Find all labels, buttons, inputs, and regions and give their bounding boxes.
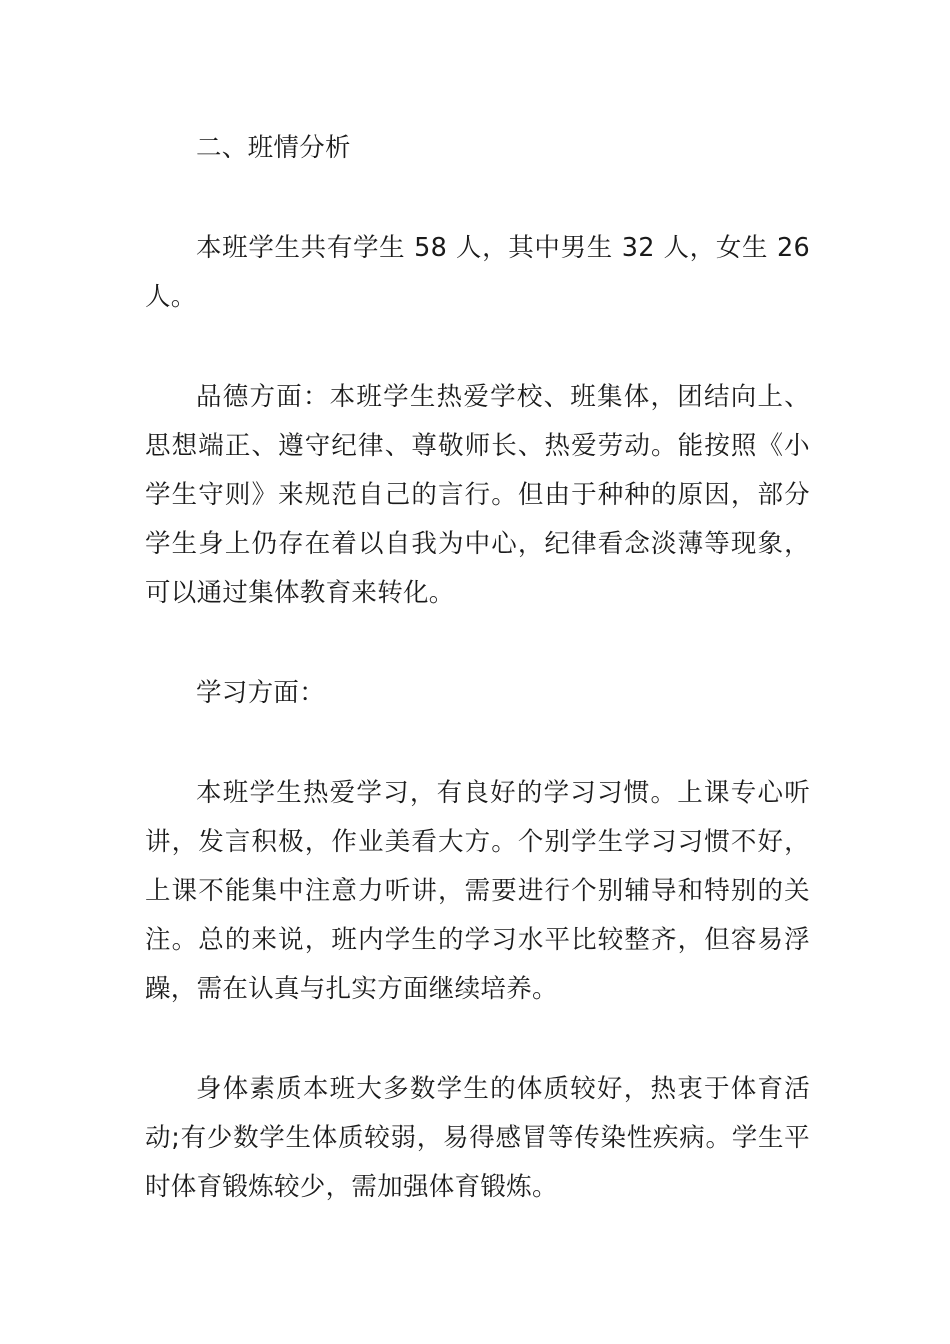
class-summary-paragraph: 本班学生共有学生 58 人，其中男生 32 人，女生 26 人。 <box>145 233 810 312</box>
study-heading: 学习方面： <box>196 678 326 708</box>
document-body <box>145 124 810 1212</box>
section-heading: 二、班情分析 <box>196 133 351 163</box>
physical-paragraph: 身体素质本班大多数学生的体质较好，热衷于体育活动;有少数学生体质较弱，易得感冒等传染性疾病。学生平时体育锻炼较少，需加强体育锻炼。 <box>145 1074 810 1202</box>
study-paragraph: 本班学生热爱学习，有良好的学习习惯。上课专心听讲，发言积极，作业美看大方。个别学生学习习惯不好，上课不能集中注意力听讲，需要进行个别辅导和特别的关注。总的来说，班内学生的学习水平比较整齐，但容易浮躁，需在认真与扎实方面继续培养。 <box>145 778 810 1004</box>
morality-paragraph: 品德方面：本班学生热爱学校、班集体，团结向上、思想端正、遵守纪律、尊敬师长、热爱劳动。能按照《小学生守则》来规范自己的言行。但由于种种的原因，部分学生身上仍存在着以自我为中心，纪律看念淡薄等现象，可以通过集体教育来转化。 <box>145 382 810 608</box>
